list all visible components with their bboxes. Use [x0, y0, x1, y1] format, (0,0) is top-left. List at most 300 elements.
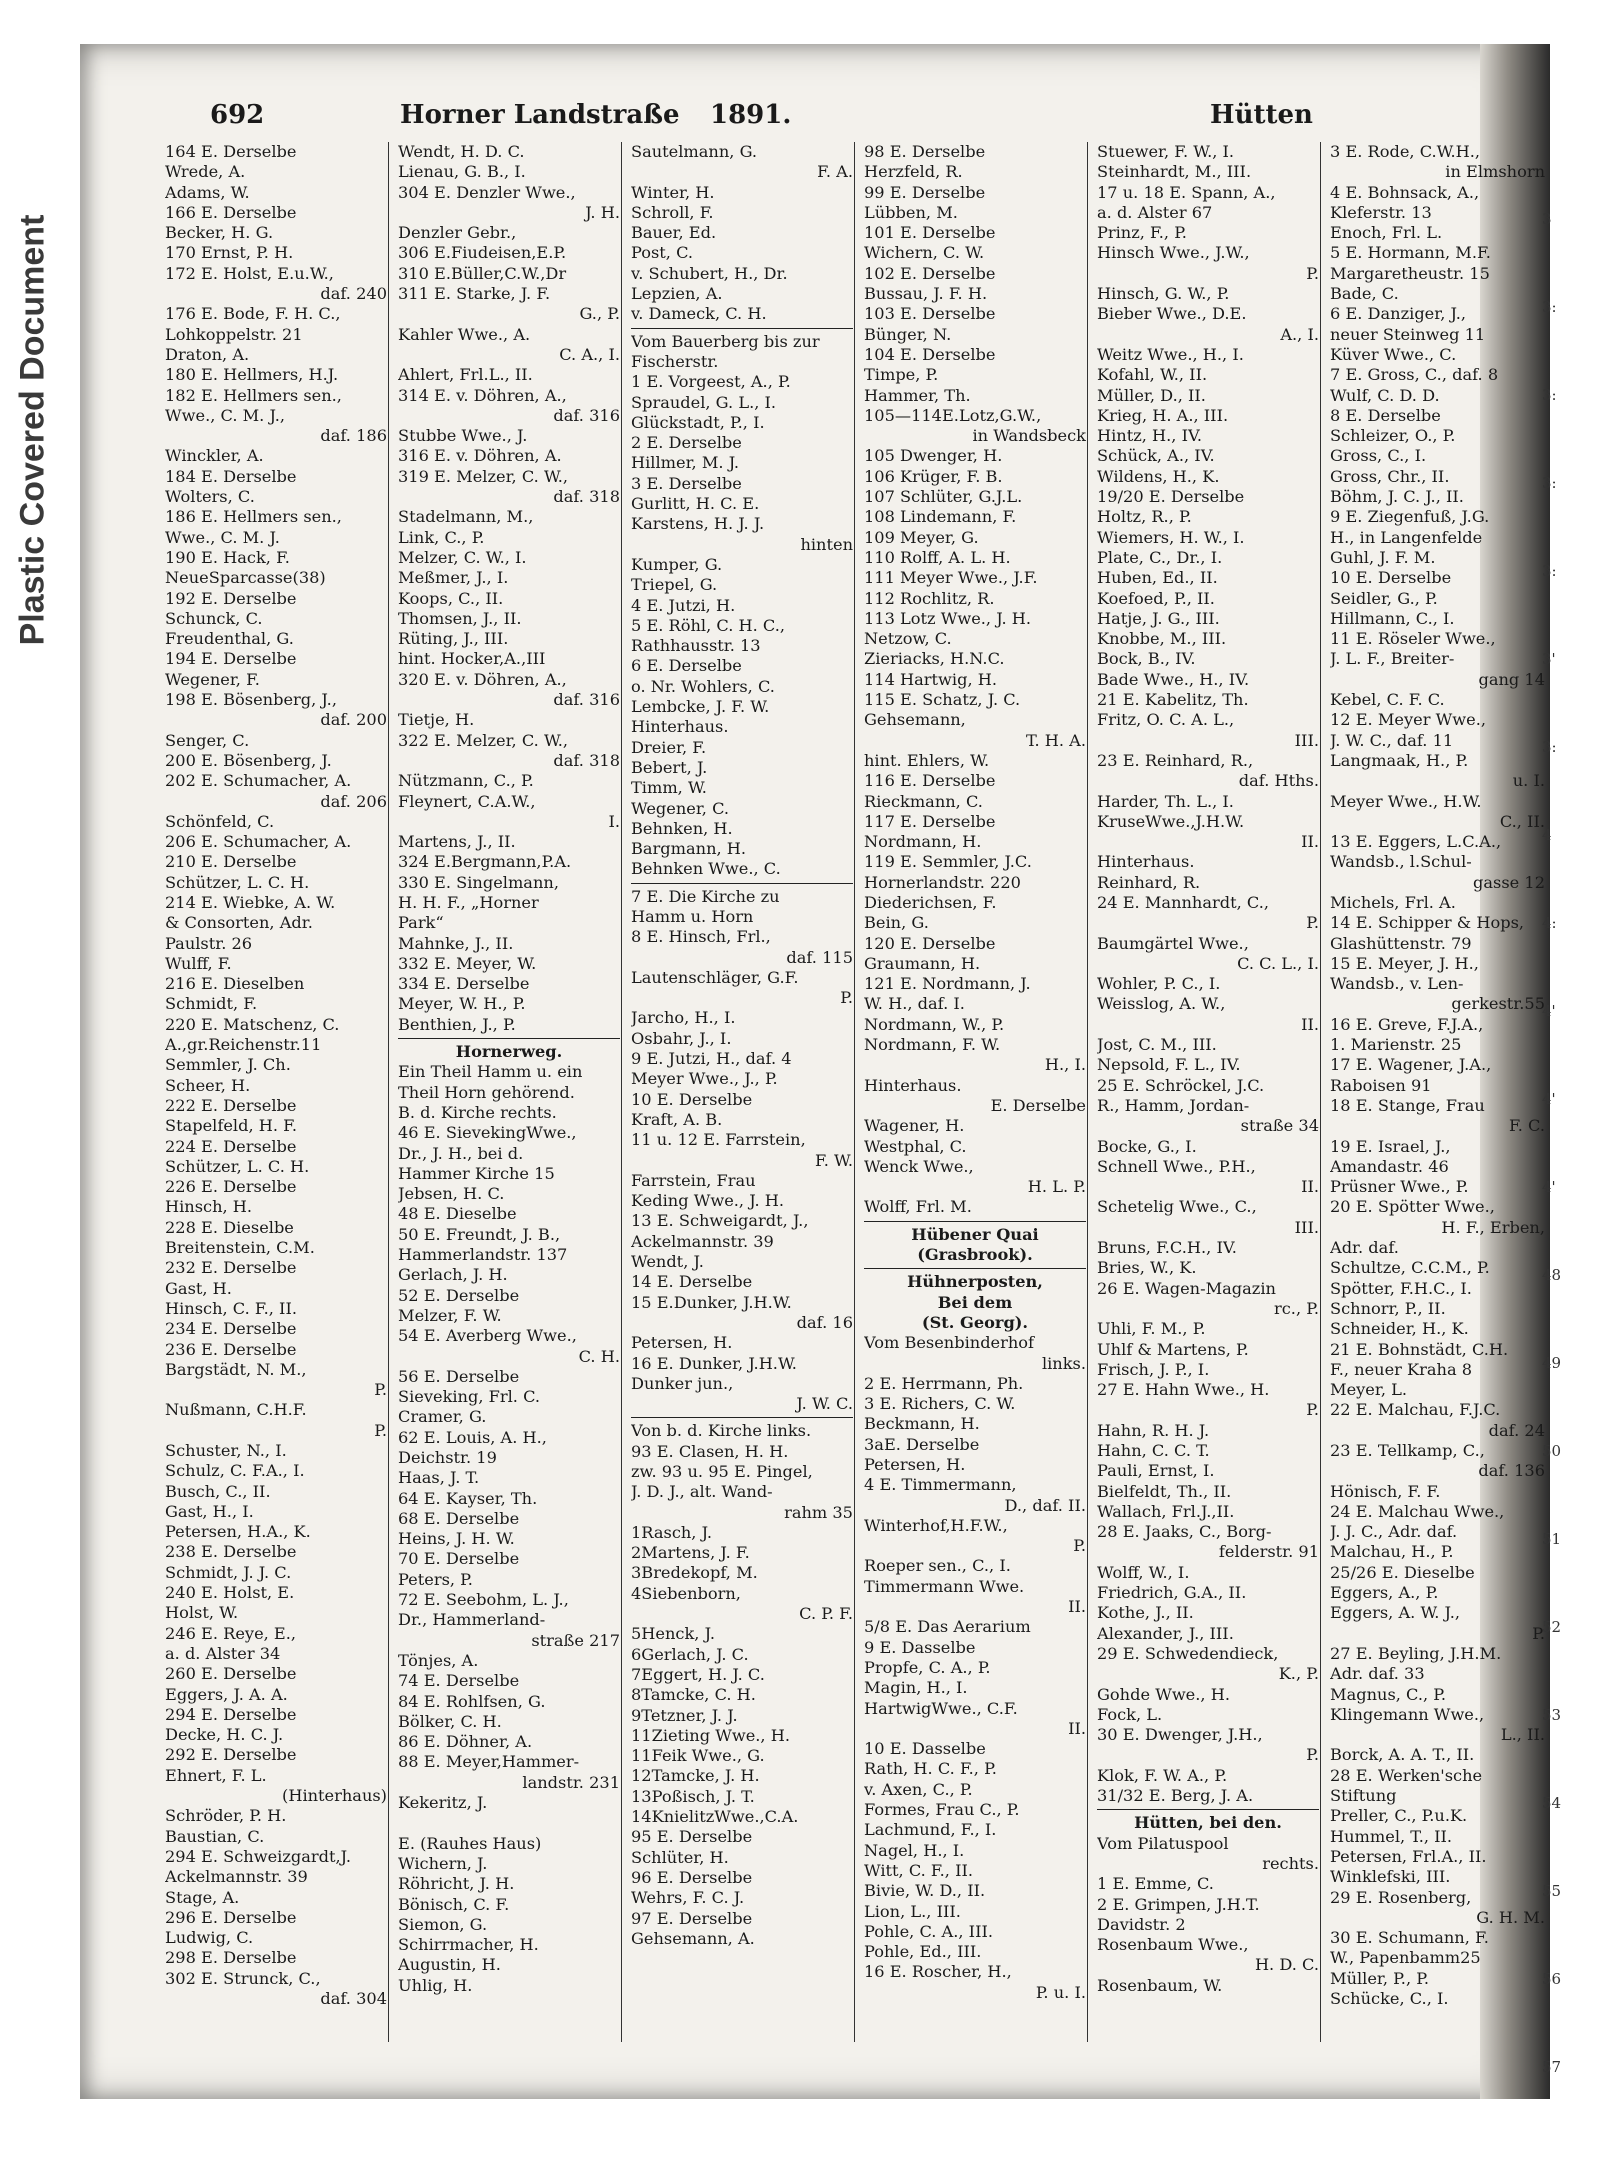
directory-entry-line: 3 E. Rode, C.W.H., [1330, 142, 1481, 161]
directory-entry-line: Weitz Wwe., H., I. [1097, 344, 1244, 364]
directory-entry-line: Meyer, W. H., P. [398, 994, 526, 1014]
directory-entry-line: 170 Ernst, P. H. [165, 243, 294, 263]
directory-entry-line: 220 E. Matschenz, C. [165, 1014, 340, 1034]
column-divider [854, 142, 855, 2042]
directory-entry-line: Ackelmannstr. 39 [631, 1231, 774, 1251]
directory-entry-line: Scheer, H. [165, 1075, 251, 1095]
directory-entry-line: 104 E. Derselbe [864, 344, 996, 364]
directory-entry-line: Diederichsen, F. [864, 892, 997, 912]
directory-entry-line: E. (Rauhes Haus) [398, 1833, 542, 1853]
directory-entry-line: landstr. 231 [522, 1772, 620, 1792]
directory-entry-line: 314 E. v. Döhren, A., [398, 385, 567, 405]
margin-number: 3: [1542, 474, 1557, 492]
directory-entry-line: Meßmer, J., I. [398, 568, 509, 588]
column-divider [1087, 142, 1088, 2042]
directory-entry-line: 4 E. Timmermann, [864, 1475, 1017, 1495]
directory-entry-line: Witt, C. F., II. [864, 1860, 974, 1880]
column-2 [398, 142, 620, 1996]
directory-entry-line: Bauer, Ed. [631, 223, 717, 243]
directory-entry-line: 6 E. Danziger, J., [1330, 304, 1467, 324]
directory-entry-line: 260 E. Derselbe [165, 1664, 297, 1684]
directory-entry-line: 106 Krüger, F. B. [864, 466, 1003, 486]
directory-entry-line: 105 Dwenger, H. [864, 446, 1003, 466]
directory-entry-line: 98 E. Derselbe [864, 142, 986, 161]
directory-entry-line: A.,gr.Reichenstr.11 [165, 1035, 322, 1055]
directory-entry-line: Raboisen 91 [1330, 1075, 1432, 1095]
directory-entry-line: & Consorten, Adr. [165, 913, 313, 933]
directory-entry-line: Wandsb., l.Schul- [1330, 852, 1472, 872]
directory-entry-line: Nordmann, W., P. [864, 1014, 1005, 1034]
directory-entry-line: 294 E. Derselbe [165, 1704, 297, 1724]
directory-entry-line: Wulf, C. D. D. [1330, 385, 1440, 405]
directory-entry-line: 11Feik Wwe., G. [631, 1746, 765, 1766]
directory-entry-line: Frisch, J. P., I. [1097, 1359, 1210, 1379]
margin-number: 3: [1542, 738, 1557, 756]
directory-entry-line: Zieriacks, H.N.C. [864, 649, 1005, 669]
directory-entry-line: P. [374, 1420, 387, 1440]
directory-entry-line: KruseWwe.,J.H.W. [1097, 811, 1245, 831]
directory-entry-line: 1 E. Emme, C. [1097, 1874, 1214, 1894]
directory-entry-line: HartwigWwe., C.F. [864, 1698, 1018, 1718]
directory-entry-line: Hornerweg. [455, 1042, 563, 1062]
directory-entry-line: 3aE. Derselbe [864, 1434, 980, 1454]
directory-entry-line: Stadelmann, M., [398, 507, 534, 527]
directory-entry-line: Hahn, R. H. J. [1097, 1420, 1210, 1440]
directory-entry-line: Wendt, H. D. C. [398, 142, 525, 161]
section-rule [864, 1268, 1086, 1269]
directory-entry-line: Post, C. [631, 243, 694, 263]
directory-entry-line: daf. 16 [796, 1312, 853, 1332]
directory-entry-line: 316 E. v. Döhren, A. [398, 446, 562, 466]
directory-entry-line: 14 E. Schipper & Hops, [1330, 913, 1525, 933]
directory-entry-line: Formes, Frau C., P. [864, 1800, 1020, 1820]
directory-entry-line: Jost, C. M., III. [1097, 1035, 1217, 1055]
directory-entry-line: Wehrs, F. C. J. [631, 1888, 745, 1908]
directory-entry-line: daf. 200 [320, 710, 387, 730]
directory-entry-line: Schleizer, O., P. [1330, 426, 1456, 446]
directory-entry-line: Propfe, C. A., P. [864, 1657, 991, 1677]
directory-entry-line: 8Tamcke, C. H. [631, 1685, 756, 1705]
directory-entry-line: P. [1073, 1536, 1086, 1556]
directory-entry-line: 28 E. Jaaks, C., Borg- [1097, 1522, 1272, 1542]
directory-entry-line: Wulff, F. [165, 953, 232, 973]
directory-entry-line: Schnorr, P., II. [1330, 1298, 1446, 1318]
directory-entry-line: J. D. J., alt. Wand- [631, 1482, 773, 1502]
directory-entry-line: 27 E. Hahn Wwe., H. [1097, 1380, 1270, 1400]
column-6 [1330, 142, 1545, 2009]
directory-entry-line: 14 E. Derselbe [631, 1272, 753, 1292]
section-rule [631, 883, 853, 884]
directory-entry-line: F. W. [815, 1150, 853, 1170]
directory-entry-line: Wenck Wwe., [864, 1156, 974, 1176]
directory-entry-line: Bargstädt, N. M., [165, 1359, 307, 1379]
directory-entry-line: Uhlig, H. [398, 1975, 473, 1995]
margin-number: 49 [1542, 1354, 1562, 1372]
directory-entry-line: P. [1306, 1400, 1319, 1420]
directory-entry-line: P. [1306, 1745, 1319, 1765]
directory-entry-line [398, 1813, 620, 1833]
directory-entry-line: Sieveking, Frl. C. [398, 1387, 541, 1407]
directory-entry-line: rahm 35 [784, 1502, 853, 1522]
directory-entry-line: Decke, H. C. J. [165, 1725, 284, 1745]
directory-entry-line: Hammer, Th. [864, 385, 971, 405]
margin-number: 57 [1542, 2058, 1562, 2076]
directory-entry-line: Bries, W., K. [1097, 1258, 1197, 1278]
directory-entry-line: 64 E. Kayser, Th. [398, 1488, 538, 1508]
directory-entry-line: Küver Wwe., C. [1330, 344, 1457, 364]
directory-entry-line: 30 E. Dwenger, J.H., [1097, 1725, 1263, 1745]
directory-entry-line: Fock, L. [1097, 1704, 1163, 1724]
directory-entry-line: Ludwig, C. [165, 1928, 254, 1948]
directory-entry-line: P. [1532, 1623, 1545, 1643]
directory-entry-line: Hillmer, M. J. [631, 453, 740, 473]
directory-entry-line: 93 E. Clasen, H. H. [631, 1441, 789, 1461]
directory-entry-line: rechts. [1262, 1853, 1319, 1873]
directory-entry-line: Kebel, C. F. C. [1330, 690, 1445, 710]
directory-entry-line: 176 E. Bode, F. H. C., [165, 304, 341, 324]
directory-entry-line: Hatje, J. G., III. [1097, 608, 1220, 628]
directory-entry-line: Huben, Ed., II. [1097, 568, 1218, 588]
directory-entry-line: E. Derselbe [990, 1095, 1086, 1115]
directory-entry-line: 19 E. Israel, J., [1330, 1136, 1451, 1156]
directory-entry-line: H. D. C. [1254, 1955, 1319, 1975]
directory-entry-line: 74 E. Derselbe [398, 1671, 520, 1691]
directory-entry-line: Jarcho, H., I. [631, 1008, 736, 1028]
next-street: Hütten [1210, 100, 1313, 130]
directory-entry-line: 27 E. Beyling, J.H.M. [1330, 1643, 1502, 1663]
directory-entry-line: Lepzien, A. [631, 284, 723, 304]
adjacent-page-margin-numbers [1542, 0, 1582, 2177]
directory-entry-line: a. d. Alster 67 [1097, 202, 1213, 222]
directory-entry-line: Baumgärtel Wwe., [1097, 933, 1249, 953]
directory-entry-line: 25 E. Schröckel, J.C. [1097, 1075, 1265, 1095]
directory-entry-line: 2 E. Derselbe [631, 433, 742, 453]
directory-entry-line: Tietje, H. [398, 710, 475, 730]
directory-entry-line: Stubbe Wwe., J. [398, 426, 528, 446]
directory-entry-line: daf. 304 [320, 1989, 387, 2009]
directory-entry-line: daf. 24 [1488, 1420, 1545, 1440]
directory-entry-line: Timmermann Wwe. [864, 1576, 1025, 1596]
directory-entry-line: Glashüttenstr. 79 [1330, 933, 1472, 953]
directory-entry-line: 21 E. Bohnstädt, C.H. [1330, 1339, 1509, 1359]
directory-entry-line: hint. Ehlers, W. [864, 750, 990, 770]
directory-entry-line: Wolff, W., I. [1097, 1562, 1190, 1582]
directory-entry-line: Vom Pilatuspool [1097, 1833, 1229, 1853]
directory-entry-line: 294 E. Schweizgardt,J. [165, 1846, 352, 1866]
directory-entry-line: Schlüter, H. [631, 1847, 729, 1867]
directory-entry-line: Koops, C., II. [398, 588, 504, 608]
directory-entry-line: Herzfeld, R. [864, 162, 963, 182]
directory-entry-line: P. [840, 988, 853, 1008]
directory-entry-line: II. [1068, 1597, 1086, 1617]
directory-entry-line: Petersen, H. [631, 1333, 733, 1353]
directory-entry-line: 322 E. Melzer, C. W., [398, 730, 569, 750]
directory-entry-line: hint. Hocker,A.,III [398, 649, 546, 669]
directory-entry-line: 116 E. Derselbe [864, 771, 996, 791]
directory-entry-line: 306 E.Fiudeisen,E.P. [398, 243, 567, 263]
directory-entry-line: v. Schubert, H., Dr. [631, 263, 788, 283]
directory-entry-line: 319 E. Melzer, C. W., [398, 466, 569, 486]
directory-entry-line: 117 E. Derselbe [864, 811, 996, 831]
directory-entry-line: Gurlitt, H. C. E. [631, 494, 760, 514]
directory-entry-line: C., II. [1499, 811, 1545, 831]
directory-entry-line: Hübener Quai [911, 1224, 1039, 1244]
directory-entry-line: Seidler, G., P. [1330, 588, 1438, 608]
directory-entry-line: Pauli, Ernst, I. [1097, 1461, 1215, 1481]
directory-entry-line: D., daf. II. [1004, 1495, 1086, 1515]
directory-entry-line: 13Poßisch, J. T. [631, 1786, 755, 1806]
directory-entry-line: Davidstr. 2 [1097, 1914, 1186, 1934]
directory-entry-line: Vom Besenbinderhof [864, 1333, 1035, 1353]
margin-number: 3: [1542, 386, 1557, 404]
directory-entry-line: Wolff, Frl. M. [864, 1197, 972, 1217]
directory-entry-line: 9Tetzner, J. J. [631, 1705, 738, 1725]
directory-entry-line: Wagener, H. [864, 1116, 965, 1136]
directory-entry-line: P. [1306, 913, 1319, 933]
directory-entry-line: Rosenbaum Wwe., [1097, 1935, 1249, 1955]
directory-entry-line: Preller, C., P.u.K. [1330, 1806, 1468, 1826]
directory-entry-line: Wichern, C. W. [864, 243, 985, 263]
directory-entry-line: Nordmann, F. W. [864, 1035, 1001, 1055]
directory-entry-line: 6 E. Derselbe [631, 656, 742, 676]
directory-entry-line: 8 E. Hinsch, Frl., [631, 927, 771, 947]
directory-entry-line: Gerlach, J. H. [398, 1265, 508, 1285]
directory-entry-line: 166 E. Derselbe [165, 202, 297, 222]
directory-entry-line: 50 E. Freundt, J. B., [398, 1224, 561, 1244]
directory-entry-line: Sautelmann, G. [631, 142, 758, 161]
directory-entry-line: Gehsemann, [864, 710, 966, 730]
directory-entry-line: C. C. L., I. [1237, 953, 1319, 973]
directory-entry-line: 29 E. Schwedendieck, [1097, 1643, 1279, 1663]
margin-number: 48 [1542, 1266, 1562, 1284]
directory-entry-line: 302 E. Strunck, C., [165, 1968, 321, 1988]
directory-entry-line: Senger, C. [165, 730, 250, 750]
directory-entry-line: Petersen, H.A., K. [165, 1522, 311, 1542]
directory-entry-line: 12Tamcke, J. H. [631, 1766, 760, 1786]
directory-entry-line: Semmler, J. Ch. [165, 1055, 291, 1075]
directory-entry-line: 25/26 E. Dieselbe [1330, 1562, 1475, 1582]
directory-entry-line: 68 E. Derselbe [398, 1508, 520, 1528]
directory-entry-line: 119 E. Semmler, J.C. [864, 852, 1032, 872]
directory-entry-line: Kofahl, W., II. [1097, 365, 1208, 385]
directory-entry-line: C. P. F. [799, 1604, 853, 1624]
directory-entry-line: 9 E. Dasselbe [864, 1637, 976, 1657]
margin-number: 4' [1542, 1090, 1556, 1108]
directory-entry-line: Wolters, C. [165, 487, 255, 507]
directory-entry-line: daf. Hths. [1238, 771, 1319, 791]
directory-entry-line: Pohle, C. A., III. [864, 1921, 994, 1941]
directory-entry-line: Stapelfeld, H. F. [165, 1116, 298, 1136]
directory-entry-line: 324 E.Bergmann,P.A. [398, 852, 572, 872]
directory-entry-line: Schmidt, J. J. C. [165, 1562, 292, 1582]
directory-entry-line: Farrstein, Frau [631, 1170, 756, 1190]
margin-number: 54 [1542, 1794, 1562, 1812]
directory-entry-line: 192 E. Derselbe [165, 588, 297, 608]
directory-entry-line: 17 u. 18 E. Spann, A., [1097, 182, 1276, 202]
directory-entry-line: Fritz, O. C. A. L., [1097, 710, 1235, 730]
directory-entry-line: Gast, H., I. [165, 1501, 254, 1521]
directory-entry-line: 332 E. Meyer, W. [398, 953, 537, 973]
year: 1891. [710, 100, 792, 130]
directory-entry-line: Lübben, M. [864, 202, 958, 222]
directory-entry-line: Peters, P. [398, 1569, 473, 1589]
directory-entry-line: in Wandsbeck [972, 426, 1086, 446]
directory-entry-line: II. [1301, 832, 1319, 852]
directory-entry-line: 222 E. Derselbe [165, 1095, 297, 1115]
directory-entry-line: 24 E. Malchau Wwe., [1330, 1501, 1505, 1521]
directory-entry-line: 8 E. Derselbe [1330, 405, 1441, 425]
directory-entry-line: Schnell Wwe., P.H., [1097, 1156, 1256, 1176]
directory-entry-line: Schröder, P. H. [165, 1806, 287, 1826]
directory-entry-line: 26 E. Wagen-Magazin [1097, 1278, 1276, 1298]
directory-entry-line: G. H. M. [1476, 1907, 1545, 1927]
directory-entry-line: 86 E. Döhner, A. [398, 1732, 533, 1752]
directory-entry-line: Meyer Wwe., J., P. [631, 1069, 778, 1089]
directory-entry-line: 7 E. Gross, C., daf. 8 [1330, 365, 1499, 385]
directory-entry-line: Prüsner Wwe., P. [1330, 1177, 1469, 1197]
directory-entry-line: 240 E. Holst, E. [165, 1583, 295, 1603]
directory-entry-line: II. [1068, 1718, 1086, 1738]
directory-entry-line: Behnken Wwe., C. [631, 859, 781, 879]
directory-entry-line: III. [1294, 730, 1319, 750]
directory-entry-line: Hühnerposten, [907, 1272, 1043, 1292]
directory-entry-line: 48 E. Dieselbe [398, 1204, 517, 1224]
directory-entry-line: Kothe, J., II. [1097, 1603, 1194, 1623]
directory-entry-line: Bock, B., IV. [1097, 649, 1196, 669]
directory-entry-line: Hinterhaus. [864, 1075, 962, 1095]
directory-entry-line: Hinsch Wwe., J.W., [1097, 243, 1250, 263]
directory-entry-line: W., Papenbamm25 [1330, 1948, 1481, 1968]
directory-entry-line: 103 E. Derselbe [864, 304, 996, 324]
directory-entry-line: gang 14 [1478, 669, 1545, 689]
directory-entry-line: Amandastr. 46 [1330, 1156, 1449, 1176]
directory-entry-line: Röhricht, J. H. [398, 1874, 515, 1894]
directory-entry-line: Pohle, Ed., III. [864, 1942, 982, 1962]
page-header [210, 100, 1313, 140]
directory-entry-line: Rosenbaum, W. [1097, 1975, 1223, 1995]
section-rule [631, 328, 853, 329]
directory-entry-line: Wendt, J. [631, 1252, 704, 1272]
directory-entry-line: Glückstadt, P., I. [631, 412, 765, 432]
column-5 [1097, 142, 1319, 1996]
directory-entry-line: 3Bredekopf, M. [631, 1563, 758, 1583]
directory-entry-line: P. [374, 1380, 387, 1400]
directory-entry-line: Klingemann Wwe., [1330, 1704, 1485, 1724]
directory-entry-line: 210 E. Derselbe [165, 852, 297, 872]
directory-entry-line: Ehnert, F. L. [165, 1765, 267, 1785]
directory-entry-line: Wallach, Frl.J.,II. [1097, 1501, 1235, 1521]
directory-entry-line: 186 E. Hellmers sen., [165, 507, 342, 527]
margin-number: 4 [1542, 826, 1552, 844]
directory-entry-line: Wildens, H., K. [1097, 466, 1220, 486]
directory-entry-line: Cramer, G. [398, 1407, 487, 1427]
directory-entry-line: Netzow, C. [864, 629, 952, 649]
directory-entry-line: B. d. Kirche rechts. [398, 1102, 557, 1122]
directory-entry-line: 10 E. Derselbe [631, 1089, 753, 1109]
directory-entry-line: Osbahr, J., I. [631, 1028, 732, 1048]
directory-entry-line: gasse 12 [1473, 872, 1545, 892]
directory-entry-line: 226 E. Derselbe [165, 1177, 297, 1197]
directory-entry-line: Bei dem [937, 1292, 1013, 1312]
column-1 [165, 142, 387, 2009]
directory-entry-line: Behnken, H. [631, 818, 733, 838]
directory-entry-line: Kraft, A. B. [631, 1109, 723, 1129]
directory-entry-line: 107 Schlüter, G.J.L. [864, 487, 1023, 507]
directory-entry-line: Bargmann, H. [631, 839, 747, 859]
directory-entry-line: Bade, C. [1330, 284, 1399, 304]
directory-entry-line: 29 E. Rosenberg, [1330, 1887, 1472, 1907]
directory-entry-line: Schroll, F. [631, 202, 714, 222]
directory-entry-line: o. Nr. Wohlers, C. [631, 676, 775, 696]
directory-entry-line: daf. 186 [320, 426, 387, 446]
margin-number: 53 [1542, 1706, 1562, 1724]
directory-entry-line: Adr. daf. 33 [1330, 1664, 1425, 1684]
directory-entry-line: 172 E. Holst, E.u.W., [165, 263, 334, 283]
directory-entry-line: Schetelig Wwe., C., [1097, 1197, 1257, 1217]
margin-number: 55 [1542, 1882, 1562, 1900]
directory-entry-line: Hamm u. Horn [631, 906, 754, 926]
directory-entry-line: Eggers, A. W. J., [1330, 1603, 1461, 1623]
directory-entry-line: daf. 240 [320, 284, 387, 304]
directory-entry-line: Rathhausstr. 13 [631, 636, 761, 656]
directory-entry-line: Ackelmannstr. 39 [165, 1867, 308, 1887]
section-rule [398, 1038, 620, 1039]
directory-entry-line: C. H. [578, 1346, 620, 1366]
directory-entry-line: Schulz, C. F.A., I. [165, 1461, 305, 1481]
directory-entry-line: 234 E. Derselbe [165, 1319, 297, 1339]
directory-entry-line: links. [1041, 1353, 1086, 1373]
directory-entry-line: 72 E. Seebohm, L. J., [398, 1590, 569, 1610]
directory-entry-line: Enoch, Frl. L. [1330, 223, 1443, 243]
column-3 [631, 142, 853, 1949]
directory-entry-line: 95 E. Derselbe [631, 1827, 753, 1847]
directory-entry-line: Hinsch, C. F., II. [165, 1298, 297, 1318]
directory-entry-line: Knobbe, M., III. [1097, 629, 1227, 649]
directory-entry-line: III. [1294, 1217, 1319, 1237]
directory-entry-line: Wrede, A. [165, 162, 246, 182]
directory-entry-line: Reinhard, R. [1097, 872, 1201, 892]
directory-entry-line: 108 Lindemann, F. [864, 507, 1017, 527]
directory-entry-line: T. H. A. [1026, 730, 1086, 750]
directory-entry-line: Denzler Gebr., [398, 223, 517, 243]
directory-entry-line: Lion, L., III. [864, 1901, 961, 1921]
directory-entry-line: 206 E. Schumacher, A. [165, 832, 352, 852]
directory-entry-line: 246 E. Reye, E., [165, 1623, 297, 1643]
directory-entry-line: 110 Rolff, A. L. H. [864, 547, 1011, 567]
directory-entry-line: Schützer, L. C. H. [165, 1156, 310, 1176]
street-title: Horner Landstraße [400, 100, 680, 130]
directory-entry-line: Von b. d. Kirche links. [631, 1421, 812, 1441]
directory-entry-line: R., Hamm, Jordan- [1097, 1095, 1250, 1115]
directory-entry-line: Steinhardt, M., III. [1097, 162, 1252, 182]
directory-entry-line: 88 E. Meyer,Hammer- [398, 1752, 580, 1772]
directory-entry-line: daf. 318 [553, 750, 620, 770]
directory-entry-line: Borck, A. A. T., II. [1330, 1745, 1475, 1765]
directory-entry-line: Guhl, J. F. M. [1330, 547, 1436, 567]
directory-entry-line: 2Martens, J. F. [631, 1543, 750, 1563]
directory-entry-line: 70 E. Derselbe [398, 1549, 520, 1569]
margin-number: 3: [1542, 298, 1557, 316]
directory-entry-line: Holtz, R., P. [1097, 507, 1192, 527]
directory-entry-line: Winckler, A. [165, 446, 264, 466]
directory-entry-line: 200 E. Bösenberg, J. [165, 750, 332, 770]
directory-entry-line: Winter, H. [631, 182, 715, 202]
directory-entry-line: 5/8 E. Das Aerarium [864, 1617, 1031, 1637]
directory-entry-line: straße 217 [531, 1630, 620, 1650]
directory-entry-line: 9 E. Jutzi, H., daf. 4 [631, 1049, 792, 1069]
directory-entry-line: Thomsen, J., II. [398, 608, 522, 628]
column-divider [388, 142, 389, 2042]
